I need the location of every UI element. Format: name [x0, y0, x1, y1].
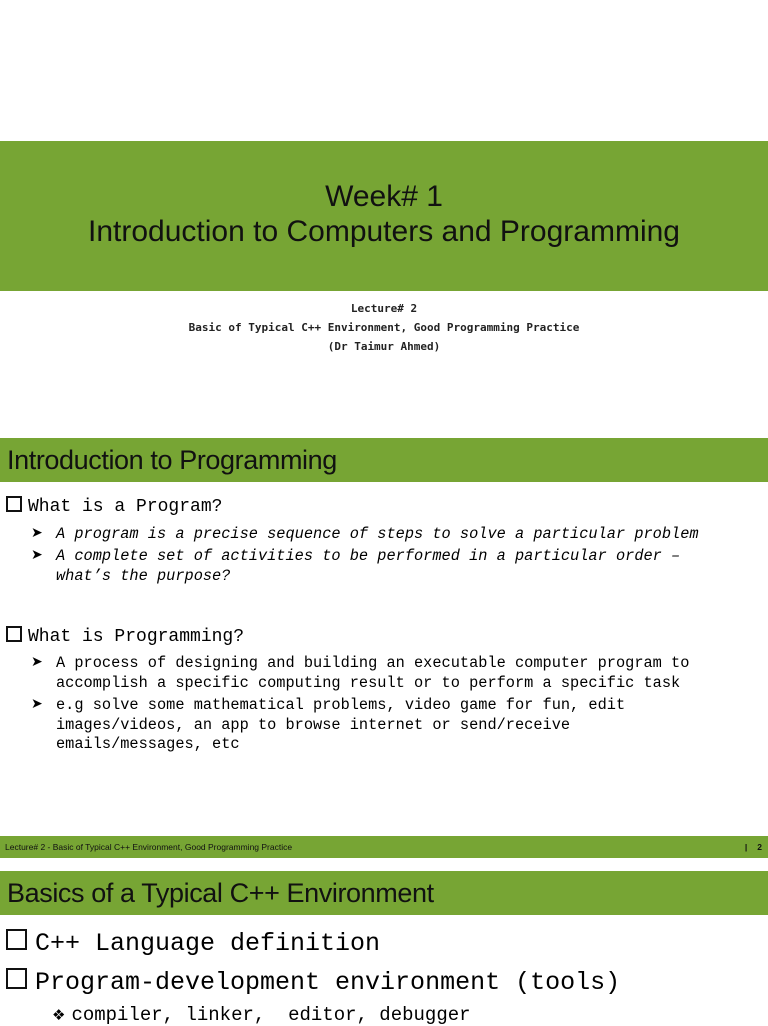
question-what-is-programming: [6, 626, 244, 648]
bullet-text: e.g solve some mathematical problems, video game for fun, edit: [56, 696, 626, 714]
list-item: [6, 967, 620, 999]
sub-list-item: [52, 1004, 471, 1026]
arrow-bullet-icon: ➤: [31, 525, 43, 541]
checkbox-icon: [6, 496, 22, 512]
diamond-bullet-icon: ❖: [52, 1006, 66, 1024]
lecture-author: (Dr Taimur Ahmed): [327, 340, 441, 353]
page-number: [745, 840, 762, 854]
checkbox-icon: [6, 968, 27, 989]
arrow-bullet-icon: ➤: [31, 654, 43, 670]
question-what-is-program: [6, 496, 222, 518]
week-label: Week# 1: [325, 180, 443, 213]
footer-separator: |: [744, 842, 748, 852]
lecture-subtitle: [0, 299, 768, 356]
course-title: Introduction to Computers and Programming: [88, 215, 680, 248]
lecture-number: Lecture# 2: [350, 302, 418, 315]
bullet-text-continued: emails/messages, etc: [56, 735, 240, 753]
question-label: What is Programming?: [28, 627, 245, 647]
question-label: What is a Program?: [28, 497, 223, 517]
list-item-label: Program-development environment (tools): [35, 968, 621, 997]
bullet-text-continued: accomplish a specific computing result or to perform a specific task: [56, 674, 681, 692]
bullet-text-continued: images/videos, an app to browse internet or send/receive: [56, 716, 571, 734]
footer-text: Lecture# 2 - Basic of Typical C++ Environment, Good Programming Practice: [5, 842, 293, 852]
list-item-label: C++ Language definition: [35, 929, 381, 958]
arrow-bullet-icon: ➤: [31, 547, 43, 563]
arrow-bullet-icon: ➤: [31, 696, 43, 712]
section-heading: Basics of a Typical C++ Environment: [7, 878, 434, 908]
section-heading: Introduction to Programming: [7, 445, 337, 475]
slide-title: [0, 179, 768, 249]
bullet-text: A program is a precise sequence of steps to solve a particular problem: [56, 525, 699, 543]
checkbox-icon: [6, 626, 22, 642]
sub-list-item-label: compiler, linker, editor, debugger: [71, 1004, 471, 1026]
page-number-value: 2: [757, 842, 762, 852]
lecture-topic: Basic of Typical C++ Environment, Good Programming Practice: [188, 321, 580, 334]
bullet-text: A complete set of activities to be performed in a particular order –: [56, 547, 681, 565]
list-item: [6, 928, 380, 960]
bullet-text: A process of designing and building an executable computer program to: [56, 654, 690, 672]
bullet-text-continued: what’s the purpose?: [56, 567, 231, 585]
checkbox-icon: [6, 929, 27, 950]
